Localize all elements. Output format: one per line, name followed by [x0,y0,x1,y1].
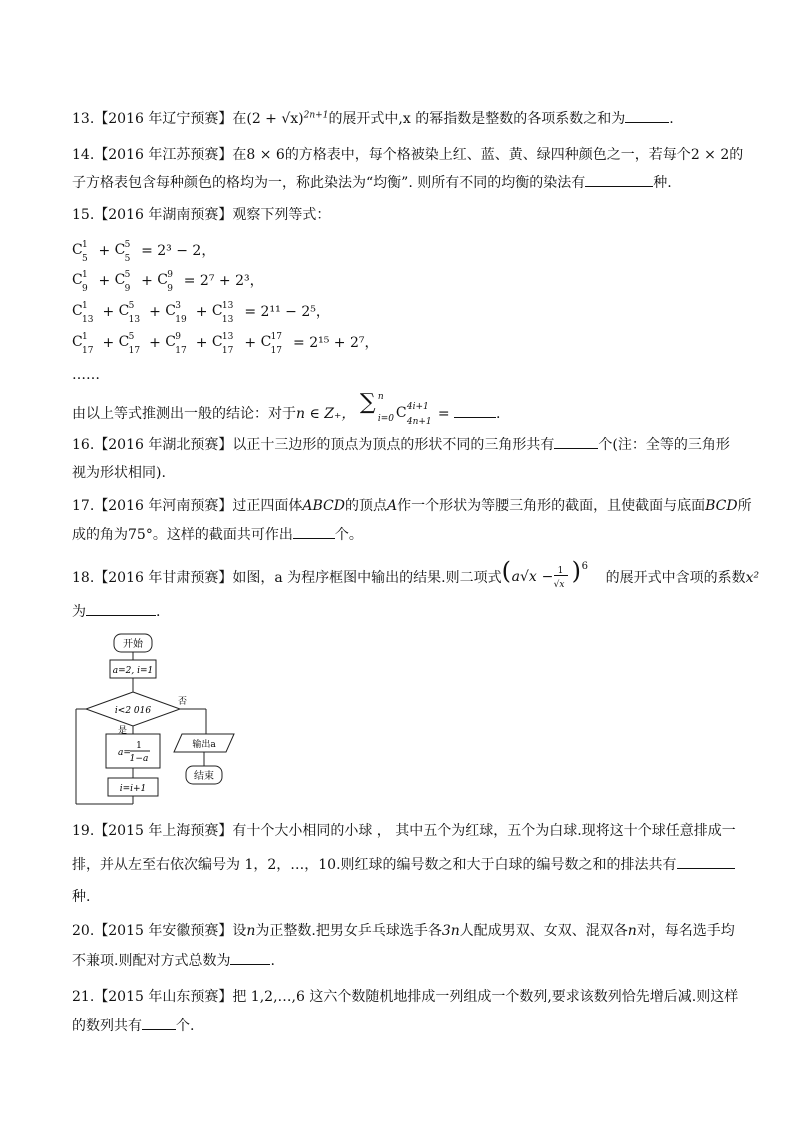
no-label: 否 [178,697,188,707]
text: 过正四面体 [232,498,303,514]
condition-label: i<2 016 [114,706,152,716]
text: 对，每名选手均 [636,923,735,939]
answer-blank [677,856,735,869]
question-text: 视为形状相同). [72,465,166,481]
ellipsis [72,366,100,384]
question-text: 子方格表包含每种颜色的格均为一，称此染法为“均衡”. 则所有不同的均衡的染法有 [72,175,586,191]
text: 的 [729,147,744,163]
question-source-tag: 【2016 年湖北预赛】 [94,437,233,453]
output-label: 输出a [192,740,216,750]
text: 为 [72,604,86,620]
question-text: 如图，a 为程序框图中输出的结果.则二项式 [232,570,502,586]
combination-term: C 3 19 [165,301,187,325]
question-number: 17. [72,498,95,514]
combination-term: C 1 17 [72,332,94,356]
question-number: 16. [72,437,95,453]
text: 设 [232,923,247,939]
question-number: 14. [72,147,95,163]
combination-term: C 4i+1 4n+1 [396,403,438,421]
question-source-tag: 【2016 年甘肃预赛】 [94,570,233,586]
question-text: 的展开式中,x 的幂指数是整数的各项系数之和为 [328,111,626,127]
equation-3: C 1 13 + C 5 13 + C 3 19 + C 13 13 = 2¹¹ − 2⁵， [72,301,330,325]
increment-label: i=i+1 [119,784,147,794]
text: 在 [232,111,247,127]
text: 在 [232,147,247,163]
answer-blank [554,436,598,449]
equation-rhs: = 2¹¹ − 2⁵， [244,304,330,320]
question-20-cont [72,952,275,970]
summation: ∑ n i=0 [360,400,396,418]
question-16-cont [72,464,166,482]
equation-rhs: = 2¹⁵ + 2⁷， [293,335,379,351]
answer-blank [86,603,156,616]
math-symbol: n [246,923,256,939]
combination-term: C 9 17 [165,332,187,356]
answer-blank [230,952,270,965]
question-text: 以正十三边形的顶点为顶点的形状不同的三角形共有 [232,437,555,453]
question-source-tag: 【2015 年上海预赛】 [94,823,233,839]
combination-term: C 5 5 [114,240,131,264]
text: . [496,406,501,422]
question-18-cont [72,603,160,621]
question-text: 。这样的截面共可作出 [152,527,293,543]
text: 所 [737,498,752,514]
binomial-expression: ( a√x − 1 √x ) 6 [501,557,588,590]
equation-2: C 1 9 + C 5 9 + C 9 9 = 2⁷ + 2³， [72,270,264,294]
question-source-tag: 【2016 年辽宁预赛】 [94,111,233,127]
assign-numerator: 1 [136,741,142,751]
init-label: a=2, i=1 [112,666,154,676]
question-number: 15. [72,207,95,223]
combination-term: C 5 9 [114,270,131,294]
text: 种. [72,889,91,905]
question-source-tag: 【2016 年河南预赛】 [94,498,233,514]
answer-blank [454,405,496,418]
question-17 [72,497,752,515]
question-text: 观察下列等式： [232,207,331,223]
combination-term: C 5 17 [118,332,141,356]
question-source-tag: 【2016 年湖南预赛】 [94,207,233,223]
comb-upper: 4i+1 [406,402,429,412]
text: …… [72,367,100,383]
math-symbol: n [627,923,637,939]
text: . [156,604,161,620]
question-text: 排，并从左至右依次编号为 1，2，…，10.则红球的编号数之和大于白球的编号数之和的排法共有 [72,857,677,873]
question-20 [72,922,735,940]
expr-exponent: 2n+1 [303,110,329,121]
text: 个(注：全等的三角形 [598,437,730,453]
comb-lower: 4n+1 [406,417,432,427]
combination-term: C 1 9 [72,270,88,294]
combination-term: C 9 9 [157,270,174,294]
text: 成的角为 [72,527,128,543]
question-15-conclusion: 由以上等式推测出一般的结论：对于n ∈ Z₊， ∑ n i=0 C 4i+1 4n+1 = . [72,400,501,423]
question-number: 18. [72,570,95,586]
question-text: 把 1,2,…,6 这六个数随机地排成一列组成一个数列,要求该数列恰先增后减.则这样 [232,989,739,1005]
question-21 [72,988,738,1006]
question-text: 有十个大小相同的小球 ， 其中五个为红球，五个为白球.现将这十个球任意排成一 [232,823,736,839]
grid-size: 8 × 6 [246,147,285,163]
math-symbol: 3n [441,923,460,939]
equation-rhs: = 2³ − 2， [141,243,216,259]
question-text: 人配成男双、女双、混双各 [459,923,628,939]
question-source-tag: 【2016 年江苏预赛】 [94,147,233,163]
math-symbol: ABCD [302,498,345,514]
assign-label: a= [118,748,131,758]
equation-1: C 1 5 + C 5 5 = 2³ − 2， [72,240,216,264]
question-18 [72,557,760,590]
end-label: 结束 [194,771,214,782]
question-13 [72,110,674,128]
question-14 [72,146,743,164]
text: 种. [653,175,672,191]
text: 个. [176,1018,195,1034]
text: 的顶点 [344,498,387,514]
question-19-end [72,888,90,906]
set-condition: n ∈ Z₊， [296,406,356,422]
question-text: 的数列共有 [72,1018,142,1034]
question-number: 13. [72,111,95,127]
angle-value: 75° [128,527,153,543]
combination-term: C 17 17 [260,332,283,356]
math-symbol: x² [745,570,760,586]
program-flowchart [72,628,242,808]
text: . [669,111,674,127]
equation-rhs: = 2⁷ + 2³， [183,273,264,289]
question-number: 20. [72,923,95,939]
answer-blank [293,526,335,539]
subgrid-size: 2 × 2 [690,147,730,163]
question-19-cont [72,856,735,874]
sum-upper: n [377,392,384,402]
question-text: 为正整数.把男女乒乓球选手各 [255,923,442,939]
question-source-tag: 【2015 年安徽预赛】 [94,923,233,939]
combination-term: C 13 13 [211,301,234,325]
question-19 [72,822,736,840]
question-15 [72,206,330,224]
question-text: 的展开式中含项的系数 [605,570,746,586]
question-number: 21. [72,989,95,1005]
question-number: 19. [72,823,95,839]
binomial-exponent: 6 [581,561,588,572]
answer-blank [585,174,653,187]
question-text: 由以上等式推测出一般的结论：对于 [72,406,296,422]
question-16 [72,436,730,454]
combination-term: C 1 13 [72,301,94,325]
expr-base: (2 + √x) [246,111,304,127]
start-label: 开始 [123,639,143,650]
binomial-expression [246,111,328,127]
equation-4: C 1 17 + C 5 17 + C 9 17 + C 13 17 + C 17 17 = 2¹⁵ + 2⁷， [72,332,379,356]
combination-term: C 1 5 [72,240,88,264]
question-text: 的方格表中，每个格被染上红、蓝、黄、绿四种颜色之一，若每个 [284,147,691,163]
question-14-cont [72,174,672,192]
question-source-tag: 【2015 年山东预赛】 [94,989,233,1005]
combination-term: C 5 13 [118,301,141,325]
text: 个。 [334,527,363,543]
math-symbol: BCD [705,498,738,514]
question-text: 不兼项.则配对方式总数为 [72,953,231,969]
question-21-cont [72,1017,194,1035]
math-symbol: A [386,498,398,514]
answer-blank [142,1017,176,1030]
question-17-cont [72,526,363,544]
text: . [270,953,275,969]
assign-denominator: 1−a [129,754,149,764]
sum-lower: i=0 [377,414,395,424]
answer-blank [625,110,669,123]
yes-label: 是 [118,726,128,736]
question-text: 作一个形状为等腰三角形的截面，且使截面与底面 [397,498,706,514]
combination-term: C 13 17 [211,332,234,356]
